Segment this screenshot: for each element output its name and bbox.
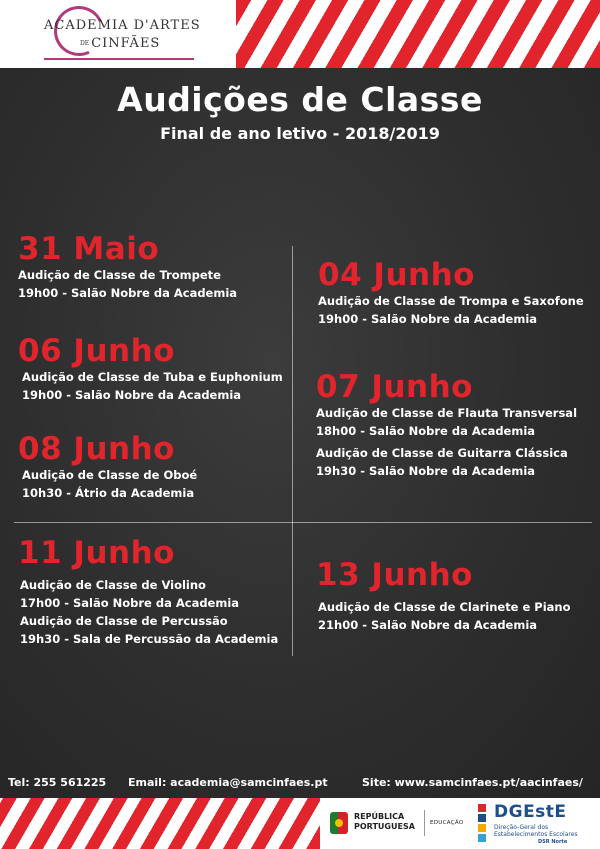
event-line: Audição de Classe de Trompete xyxy=(18,268,221,282)
portugal-flag-icon xyxy=(330,812,348,834)
vertical-divider xyxy=(292,246,293,656)
event-line: Audição de Classe de Oboé xyxy=(22,468,198,482)
event-line: 19h30 - Sala de Percussão da Academia xyxy=(20,632,279,646)
event-line: Audição de Classe de Flauta Transversal xyxy=(316,406,578,420)
event-line: 10h30 - Átrio da Academia xyxy=(22,486,195,500)
event-date: 07 Junho xyxy=(316,369,473,405)
horizontal-divider xyxy=(14,522,592,523)
event-07-junho xyxy=(316,370,577,480)
header xyxy=(0,0,600,68)
event-08-junho xyxy=(18,432,197,502)
event-04-junho xyxy=(318,258,584,328)
rp-line1: REPÚBLICA xyxy=(354,812,405,821)
republica-portuguesa-logo xyxy=(330,808,480,840)
event-line: Audição de Classe de Percussão xyxy=(20,614,228,628)
dgeste-subtitle xyxy=(494,824,578,838)
header-stripes xyxy=(236,0,600,68)
event-date: 11 Junho xyxy=(18,535,175,571)
contact-tel: Tel: 255 561225 xyxy=(8,776,107,789)
event-date: 31 Maio xyxy=(18,231,160,267)
event-line: 19h30 - Salão Nobre da Academia xyxy=(316,464,536,478)
sponsor-strip xyxy=(0,798,600,849)
dgeste-name: DGEstE xyxy=(494,802,567,822)
logo-line1: ACADEMIA D'ARTES xyxy=(44,18,201,33)
dgeste-logo xyxy=(478,802,596,846)
logo-cinfaes: CINFÃES xyxy=(91,36,161,51)
event-line: 21h00 - Salão Nobre da Academia xyxy=(318,618,538,632)
event-line: Audição de Classe de Violino xyxy=(20,578,206,592)
event-date: 13 Junho xyxy=(316,557,473,593)
event-line: Audição de Classe de Tuba e Euphonium xyxy=(22,370,283,384)
page-subtitle: Final de ano letivo - 2018/2019 xyxy=(160,124,440,143)
logo-de: DE xyxy=(80,40,90,47)
event-line: 19h00 - Salão Nobre da Academia xyxy=(18,286,238,300)
logo-line2 xyxy=(80,36,160,51)
dgeste-line1: Direção-Geral dos xyxy=(494,824,549,831)
footer-stripes xyxy=(0,798,320,849)
dgeste-line2: Estabelecimentos Escolares xyxy=(494,831,578,838)
academy-logo xyxy=(44,6,201,62)
chalkboard xyxy=(0,68,600,798)
rp-separator xyxy=(424,810,425,836)
dgeste-region: DSR Norte xyxy=(538,839,568,845)
event-line: 19h00 - Salão Nobre da Academia xyxy=(22,388,242,402)
event-date: 04 Junho xyxy=(318,257,475,293)
rp-name xyxy=(354,812,415,832)
page-title: Audições de Classe xyxy=(117,80,483,119)
event-line: Audição de Classe de Trompa e Saxofone xyxy=(318,294,584,308)
event-date: 06 Junho xyxy=(18,333,175,369)
event-line: Audição de Classe de Clarinete e Piano xyxy=(318,600,571,614)
event-line: 17h00 - Salão Nobre da Academia xyxy=(20,596,240,610)
event-line: 19h00 - Salão Nobre da Academia xyxy=(318,312,538,326)
event-13-junho xyxy=(316,558,571,634)
contact-email[interactable]: Email: academia@samcinfaes.pt xyxy=(128,776,328,789)
event-31-maio xyxy=(18,232,237,302)
rp-education: EDUCAÇÃO xyxy=(430,820,464,826)
event-line: Audição de Classe de Guitarra Clássica xyxy=(316,446,568,460)
contact-site[interactable]: Site: www.samcinfaes.pt/aacinfaes/ xyxy=(362,776,583,789)
rp-line2: PORTUGUESA xyxy=(354,822,415,831)
logo-underline xyxy=(44,58,194,60)
event-line: 18h00 - Salão Nobre da Academia xyxy=(316,424,536,438)
event-date: 08 Junho xyxy=(18,431,175,467)
event-06-junho xyxy=(18,334,283,404)
dgeste-mark-icon xyxy=(478,804,490,844)
event-11-junho xyxy=(18,536,278,648)
contact-bar xyxy=(0,776,600,794)
